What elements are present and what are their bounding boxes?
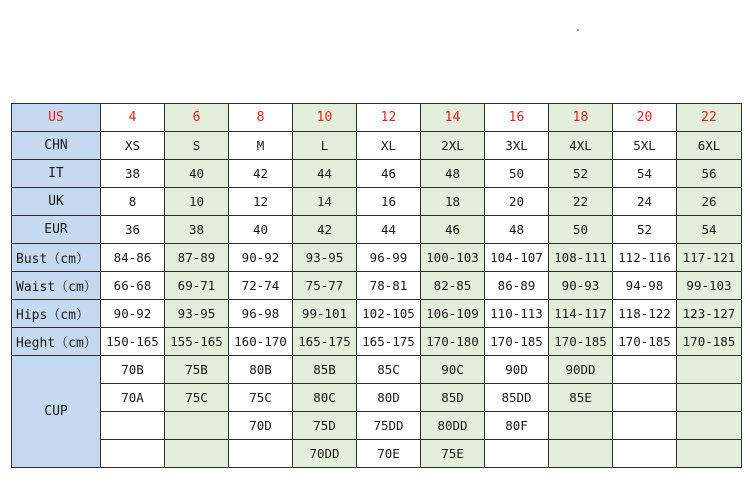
table-cell: 38 xyxy=(101,160,165,188)
table-cell: 26 xyxy=(677,188,742,216)
table-cell: 87-89 xyxy=(165,244,229,272)
table-cell: 96-99 xyxy=(357,244,421,272)
cup-row xyxy=(12,356,742,384)
cup-row xyxy=(12,384,742,412)
cup-cell: 70D xyxy=(229,412,293,440)
table-cell: 16 xyxy=(357,188,421,216)
table-cell: 72-74 xyxy=(229,272,293,300)
cup-cell: 70E xyxy=(357,440,421,468)
table-cell: 160-170 xyxy=(229,328,293,356)
cup-cell: 90C xyxy=(421,356,485,384)
table-cell: 16 xyxy=(485,104,549,132)
table-cell: 56 xyxy=(677,160,742,188)
cup-cell: 75B xyxy=(165,356,229,384)
table-cell: 69-71 xyxy=(165,272,229,300)
table-cell: 5XL xyxy=(613,132,677,160)
table-cell: 48 xyxy=(421,160,485,188)
table-cell: 165-175 xyxy=(293,328,357,356)
table-cell: 96-98 xyxy=(229,300,293,328)
table-cell: XS xyxy=(101,132,165,160)
table-cell: 112-116 xyxy=(613,244,677,272)
table-cell: 66-68 xyxy=(101,272,165,300)
table-cell: 4XL xyxy=(549,132,613,160)
row-label: CHN xyxy=(12,132,101,160)
row-label: UK xyxy=(12,188,101,216)
table-cell: L xyxy=(293,132,357,160)
table-cell: 118-122 xyxy=(613,300,677,328)
cup-cell: 75DD xyxy=(357,412,421,440)
table-cell: 44 xyxy=(357,216,421,244)
table-cell: 170-185 xyxy=(613,328,677,356)
table-cell: 99-103 xyxy=(677,272,742,300)
table-cell: 48 xyxy=(485,216,549,244)
table-cell: 117-121 xyxy=(677,244,742,272)
table-cell: 170-180 xyxy=(421,328,485,356)
table-cell: 10 xyxy=(293,104,357,132)
table-cell: 102-105 xyxy=(357,300,421,328)
table-cell: M xyxy=(229,132,293,160)
table-row xyxy=(12,160,742,188)
table-cell: 123-127 xyxy=(677,300,742,328)
cup-cell: 85D xyxy=(421,384,485,412)
table-cell: 84-86 xyxy=(101,244,165,272)
table-cell: 100-103 xyxy=(421,244,485,272)
table-cell: 46 xyxy=(421,216,485,244)
table-cell: 52 xyxy=(549,160,613,188)
table-cell: 20 xyxy=(613,104,677,132)
cup-cell: 70DD xyxy=(293,440,357,468)
table-cell: 6 xyxy=(165,104,229,132)
cup-cell xyxy=(229,440,293,468)
cup-row xyxy=(12,412,742,440)
cup-cell xyxy=(485,440,549,468)
table-cell: 36 xyxy=(101,216,165,244)
table-cell: 3XL xyxy=(485,132,549,160)
table-cell: 40 xyxy=(229,216,293,244)
cup-cell: 70B xyxy=(101,356,165,384)
size-chart-table xyxy=(11,103,742,468)
cup-cell: 70A xyxy=(101,384,165,412)
table-row xyxy=(12,104,742,132)
table-row xyxy=(12,244,742,272)
table-cell: 93-95 xyxy=(165,300,229,328)
table-row xyxy=(12,132,742,160)
table-cell: 78-81 xyxy=(357,272,421,300)
cup-cell: 80B xyxy=(229,356,293,384)
table-cell: 104-107 xyxy=(485,244,549,272)
table-cell: 155-165 xyxy=(165,328,229,356)
cup-cell xyxy=(677,412,742,440)
table-row xyxy=(12,188,742,216)
table-cell: 14 xyxy=(293,188,357,216)
table-cell: 75-77 xyxy=(293,272,357,300)
table-cell: S xyxy=(165,132,229,160)
cup-cell: 85DD xyxy=(485,384,549,412)
cup-cell xyxy=(549,440,613,468)
table-cell: 90-93 xyxy=(549,272,613,300)
table-cell: 86-89 xyxy=(485,272,549,300)
size-chart-body xyxy=(12,104,742,468)
row-label: IT xyxy=(12,160,101,188)
table-cell: 90-92 xyxy=(229,244,293,272)
table-cell: 108-111 xyxy=(549,244,613,272)
table-cell: 93-95 xyxy=(293,244,357,272)
row-label: Waist（cm） xyxy=(12,272,101,300)
table-cell: 42 xyxy=(293,216,357,244)
table-cell: 52 xyxy=(613,216,677,244)
table-cell: 4 xyxy=(101,104,165,132)
cup-cell xyxy=(101,440,165,468)
table-cell: 170-185 xyxy=(549,328,613,356)
table-cell: 14 xyxy=(421,104,485,132)
cup-cell: 85E xyxy=(549,384,613,412)
table-cell: 38 xyxy=(165,216,229,244)
cup-cell xyxy=(165,412,229,440)
cup-row xyxy=(12,440,742,468)
cup-cell: 75C xyxy=(229,384,293,412)
table-cell: 114-117 xyxy=(549,300,613,328)
table-cell: XL xyxy=(357,132,421,160)
row-label: US xyxy=(12,104,101,132)
cup-cell xyxy=(677,356,742,384)
table-cell: 2XL xyxy=(421,132,485,160)
table-cell: 44 xyxy=(293,160,357,188)
table-cell: 50 xyxy=(485,160,549,188)
cup-cell: 75C xyxy=(165,384,229,412)
cup-cell: 85B xyxy=(293,356,357,384)
table-cell: 106-109 xyxy=(421,300,485,328)
table-row xyxy=(12,328,742,356)
table-row xyxy=(12,300,742,328)
table-cell: 110-113 xyxy=(485,300,549,328)
cup-cell xyxy=(613,384,677,412)
cup-cell xyxy=(613,440,677,468)
table-cell: 42 xyxy=(229,160,293,188)
table-cell: 99-101 xyxy=(293,300,357,328)
cup-cell: 75D xyxy=(293,412,357,440)
table-cell: 22 xyxy=(677,104,742,132)
cup-label: CUP xyxy=(12,356,101,468)
cup-cell: 80D xyxy=(357,384,421,412)
table-cell: 170-185 xyxy=(677,328,742,356)
cup-cell: 90D xyxy=(485,356,549,384)
cup-cell: 85C xyxy=(357,356,421,384)
cup-cell: 80DD xyxy=(421,412,485,440)
cup-cell xyxy=(677,440,742,468)
cup-cell xyxy=(677,384,742,412)
table-cell: 10 xyxy=(165,188,229,216)
table-cell: 22 xyxy=(549,188,613,216)
table-row xyxy=(12,272,742,300)
cup-cell: 80C xyxy=(293,384,357,412)
table-row xyxy=(12,216,742,244)
cup-cell xyxy=(613,356,677,384)
table-cell: 54 xyxy=(677,216,742,244)
table-cell: 46 xyxy=(357,160,421,188)
table-cell: 90-92 xyxy=(101,300,165,328)
table-cell: 18 xyxy=(421,188,485,216)
cup-cell xyxy=(101,412,165,440)
table-cell: 8 xyxy=(101,188,165,216)
table-cell: 6XL xyxy=(677,132,742,160)
cup-cell xyxy=(549,412,613,440)
table-cell: 82-85 xyxy=(421,272,485,300)
table-cell: 94-98 xyxy=(613,272,677,300)
table-cell: 40 xyxy=(165,160,229,188)
cup-cell: 90DD xyxy=(549,356,613,384)
row-label: Bust（cm） xyxy=(12,244,101,272)
table-cell: 20 xyxy=(485,188,549,216)
table-cell: 50 xyxy=(549,216,613,244)
row-label: Hips（cm） xyxy=(12,300,101,328)
cup-cell xyxy=(165,440,229,468)
cup-cell xyxy=(613,412,677,440)
cup-cell: 75E xyxy=(421,440,485,468)
table-cell: 165-175 xyxy=(357,328,421,356)
table-cell: 170-185 xyxy=(485,328,549,356)
row-label: EUR xyxy=(12,216,101,244)
table-cell: 12 xyxy=(357,104,421,132)
table-cell: 12 xyxy=(229,188,293,216)
table-cell: 24 xyxy=(613,188,677,216)
table-cell: 54 xyxy=(613,160,677,188)
table-cell: 8 xyxy=(229,104,293,132)
table-cell: 150-165 xyxy=(101,328,165,356)
table-cell: 18 xyxy=(549,104,613,132)
cup-cell: 80F xyxy=(485,412,549,440)
row-label: Heght（cm） xyxy=(12,328,101,356)
stray-mark xyxy=(577,29,579,31)
